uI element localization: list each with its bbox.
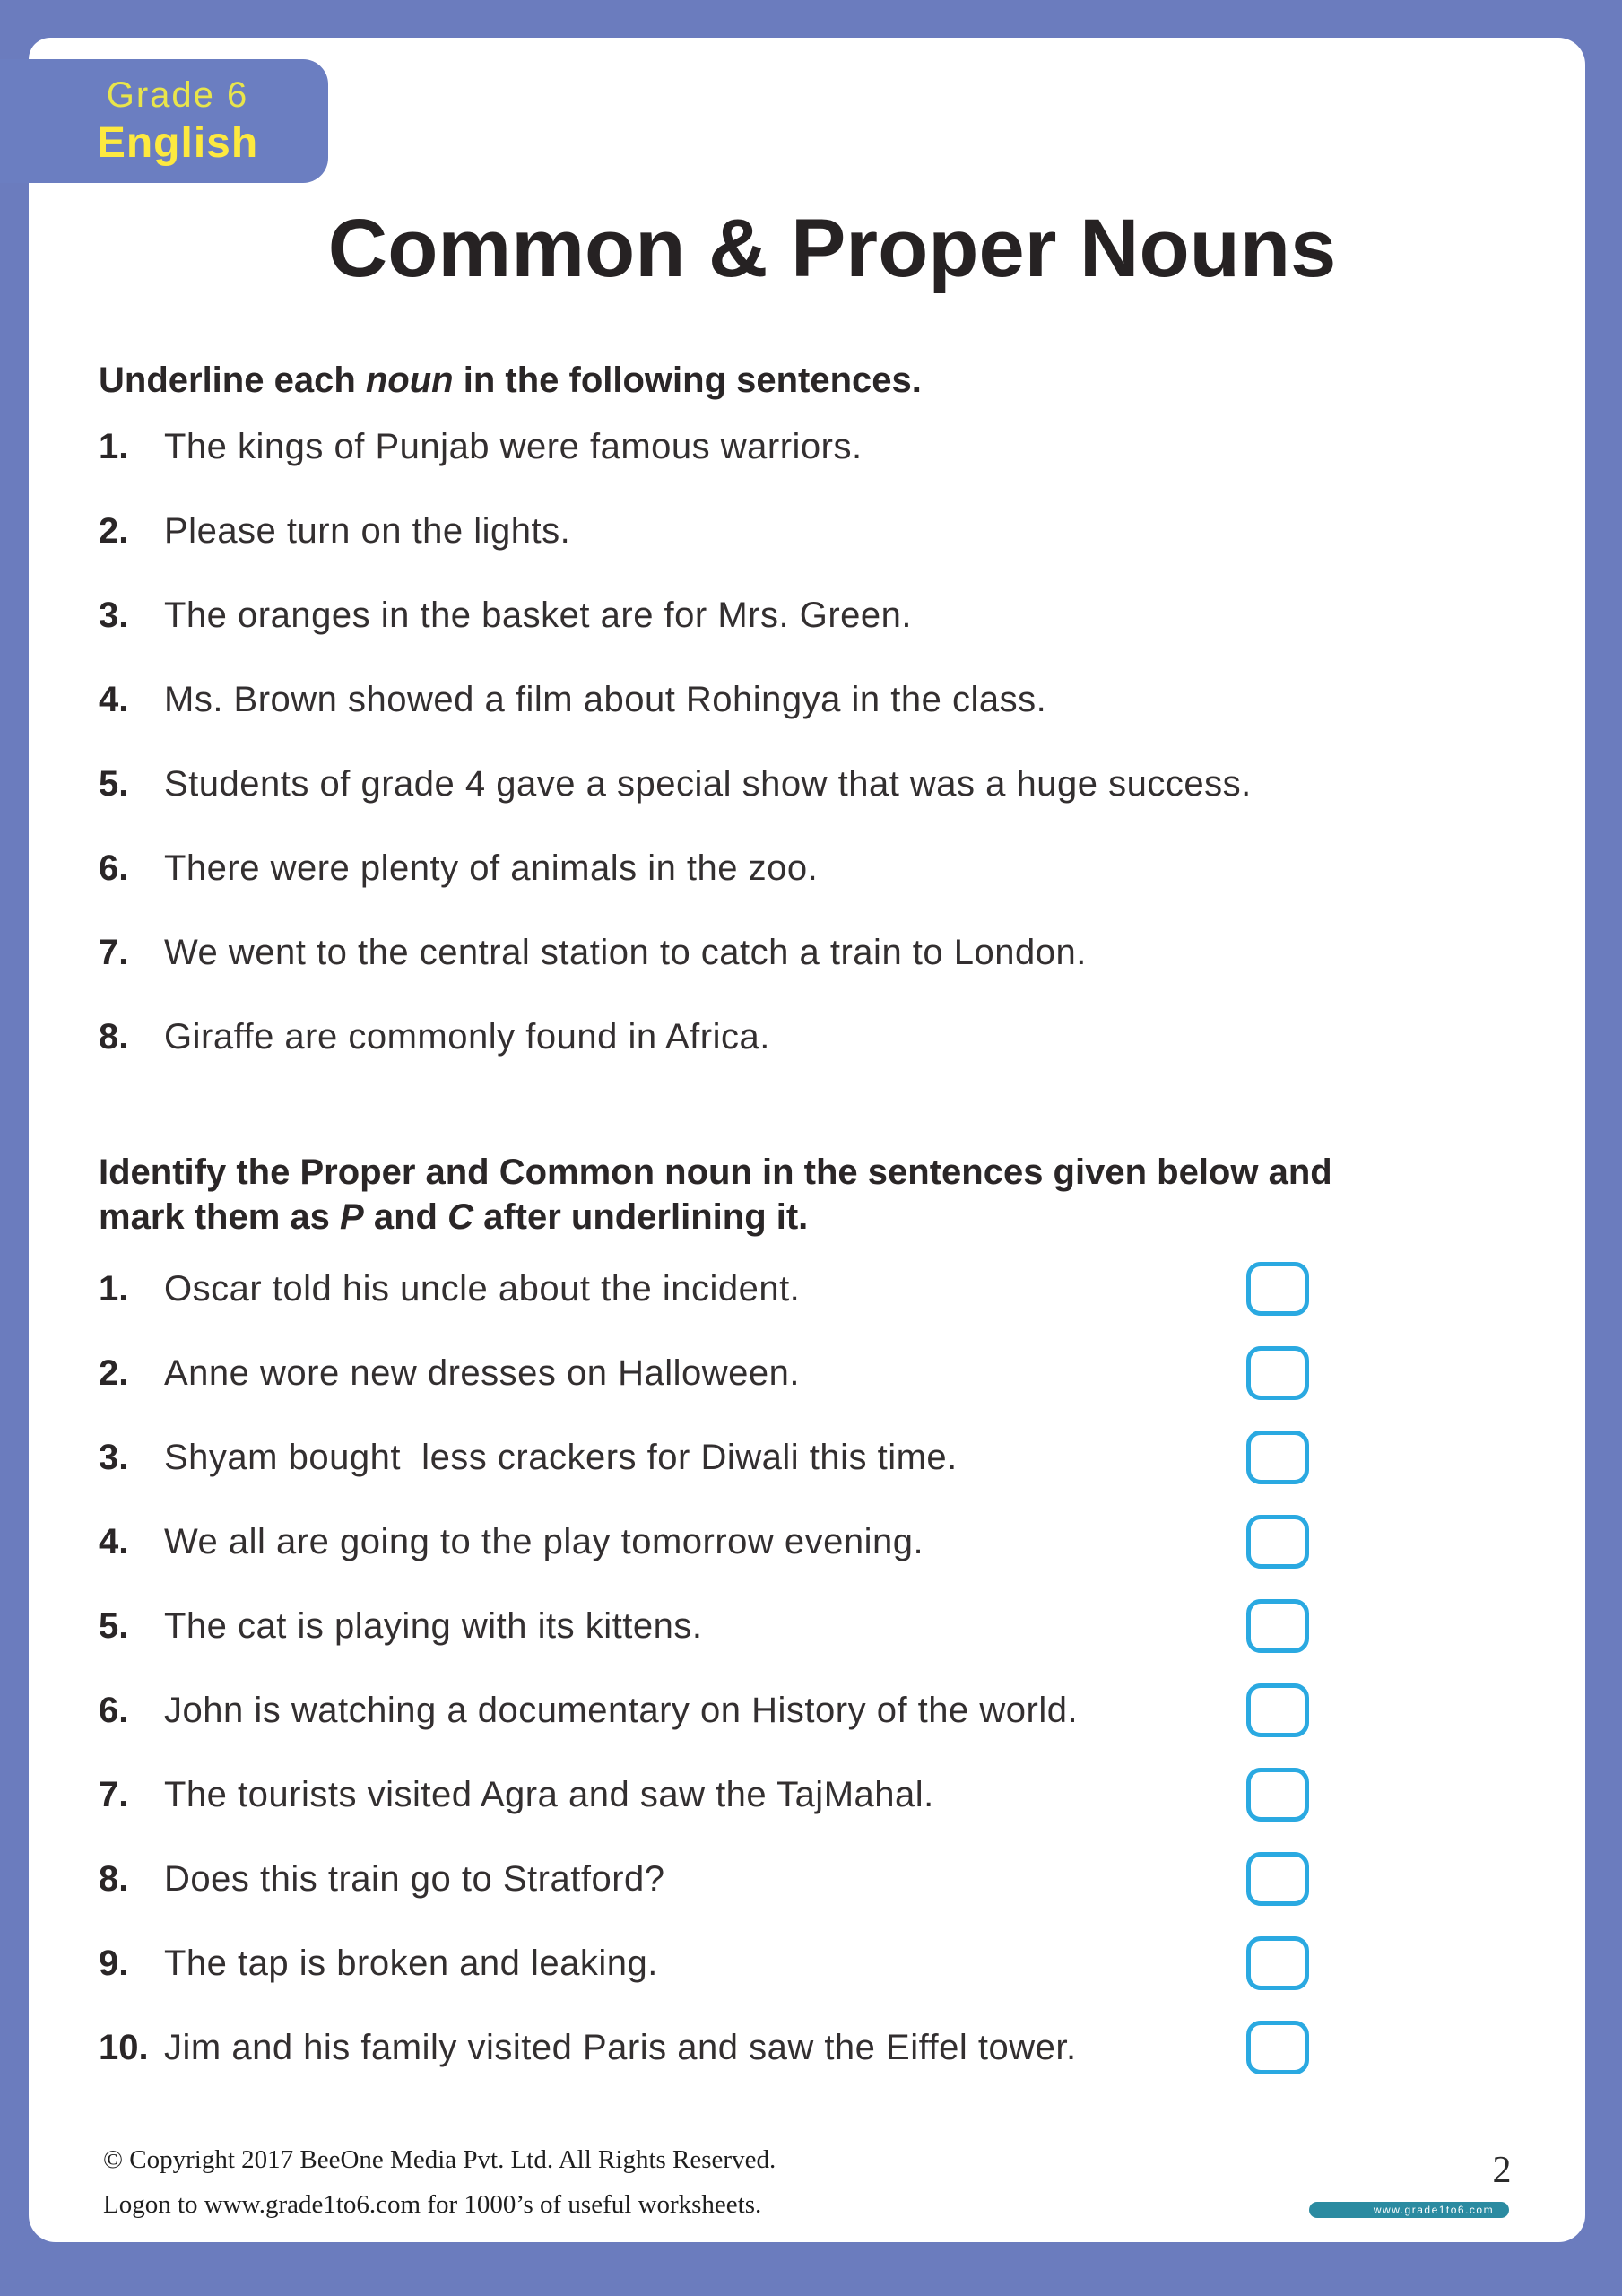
s2-item-2 [99, 1352, 1533, 1405]
sentence-text: The kings of Punjab were famous warriors. [164, 427, 863, 466]
s1-item-8 [99, 1015, 1533, 1069]
s2-item-5 [99, 1605, 1533, 1658]
s1-item-3 [99, 594, 1533, 648]
item-number: 6. [99, 848, 129, 888]
section2-instruction-p: P [340, 1197, 364, 1237]
item-number: 8. [99, 1017, 129, 1057]
sentence-text: The cat is playing with its kittens. [164, 1606, 703, 1646]
answer-checkbox[interactable] [1246, 1936, 1309, 1990]
answer-checkbox[interactable] [1246, 1852, 1309, 1906]
copyright-line: © Copyright 2017 BeeOne Media Pvt. Ltd. All Rights Reserved. [103, 2145, 776, 2174]
item-number: 10. [99, 2028, 149, 2067]
sentence-text: The tap is broken and leaking. [164, 1944, 658, 1983]
answer-checkbox[interactable] [1246, 1262, 1309, 1316]
sentence-text: John is watching a documentary on History of the world. [164, 1691, 1079, 1730]
sentence-text: Shyam bought less crackers for Diwali this time. [164, 1438, 958, 1477]
item-number: 2. [99, 1353, 129, 1393]
s2-item-10 [99, 2026, 1533, 2080]
logon-line: Logon to www.grade1to6.com for 1000’s of useful worksheets. [103, 2190, 762, 2219]
item-number: 4. [99, 1522, 129, 1561]
section2-instruction-line2-mid: and [363, 1197, 448, 1237]
item-number: 2. [99, 511, 129, 551]
s1-item-5 [99, 762, 1533, 816]
item-number: 8. [99, 1859, 129, 1899]
answer-checkbox[interactable] [1246, 2021, 1309, 2074]
s2-item-7 [99, 1773, 1533, 1827]
section1-instruction [99, 359, 1533, 402]
section2-instruction [99, 1150, 1533, 1239]
item-number: 1. [99, 1269, 129, 1309]
answer-checkbox[interactable] [1246, 1683, 1309, 1737]
sentence-text: The tourists visited Agra and saw the TajMahal. [164, 1775, 934, 1814]
section2-instruction-line1: Identify the Proper and Common noun in the sentences given below and [99, 1152, 1332, 1192]
site-url-badge: www.grade1to6.com [1309, 2202, 1509, 2218]
sentence-text: Does this train go to Stratford? [164, 1859, 665, 1899]
answer-checkbox[interactable] [1246, 1515, 1309, 1569]
s1-item-7 [99, 931, 1533, 985]
s1-item-2 [99, 509, 1533, 563]
sentence-text: We all are going to the play tomorrow evening. [164, 1522, 924, 1561]
sentence-text: Ms. Brown showed a film about Rohingya in the class. [164, 680, 1047, 719]
section2-instruction-line2-post: after underlining it. [473, 1197, 809, 1237]
sentence-text: Jim and his family visited Paris and saw the Eiffel tower. [164, 2028, 1077, 2067]
page-title: Common & Proper Nouns [327, 203, 1337, 294]
s1-item-4 [99, 678, 1533, 732]
sentence-text: There were plenty of animals in the zoo. [164, 848, 819, 888]
sentence-text: The oranges in the basket are for Mrs. Green. [164, 596, 913, 635]
sentence-text: Oscar told his uncle about the incident. [164, 1269, 801, 1309]
sentence-text: Please turn on the lights. [164, 511, 571, 551]
sentence-text: We went to the central station to catch a train to London. [164, 933, 1087, 972]
answer-checkbox[interactable] [1246, 1768, 1309, 1822]
sentence-text: Anne wore new dresses on Halloween. [164, 1353, 801, 1393]
item-number: 9. [99, 1944, 129, 1983]
s1-item-6 [99, 847, 1533, 900]
item-number: 7. [99, 933, 129, 972]
item-number: 4. [99, 680, 129, 719]
answer-checkbox[interactable] [1246, 1599, 1309, 1653]
item-number: 5. [99, 1606, 129, 1646]
item-number: 7. [99, 1775, 129, 1814]
answer-checkbox[interactable] [1246, 1346, 1309, 1400]
s2-item-1 [99, 1267, 1533, 1321]
section1-instruction-pre: Underline each [99, 361, 366, 400]
s2-item-3 [99, 1436, 1533, 1490]
item-number: 5. [99, 764, 129, 804]
page-number: 2 [1492, 2150, 1512, 2191]
answer-checkbox[interactable] [1246, 1431, 1309, 1484]
grade-subject-badge [0, 59, 328, 183]
subject-label: English [96, 119, 259, 167]
section2-instruction-c: C [447, 1197, 473, 1237]
s1-item-1 [99, 425, 1533, 479]
item-number: 1. [99, 427, 129, 466]
section2-instruction-line2-pre: mark them as [99, 1197, 341, 1237]
s2-item-4 [99, 1520, 1533, 1574]
section1-instruction-italic: noun [365, 361, 454, 400]
item-number: 3. [99, 1438, 129, 1477]
s2-item-8 [99, 1857, 1533, 1911]
sentence-text: Students of grade 4 gave a special show that was a huge success. [164, 764, 1252, 804]
s2-item-9 [99, 1942, 1533, 1996]
s2-item-6 [99, 1689, 1533, 1743]
item-number: 3. [99, 596, 129, 635]
section1-instruction-post: in the following sentences. [453, 361, 922, 400]
grade-label: Grade 6 [106, 75, 249, 115]
item-number: 6. [99, 1691, 129, 1730]
sentence-text: Giraffe are commonly found in Africa. [164, 1017, 770, 1057]
